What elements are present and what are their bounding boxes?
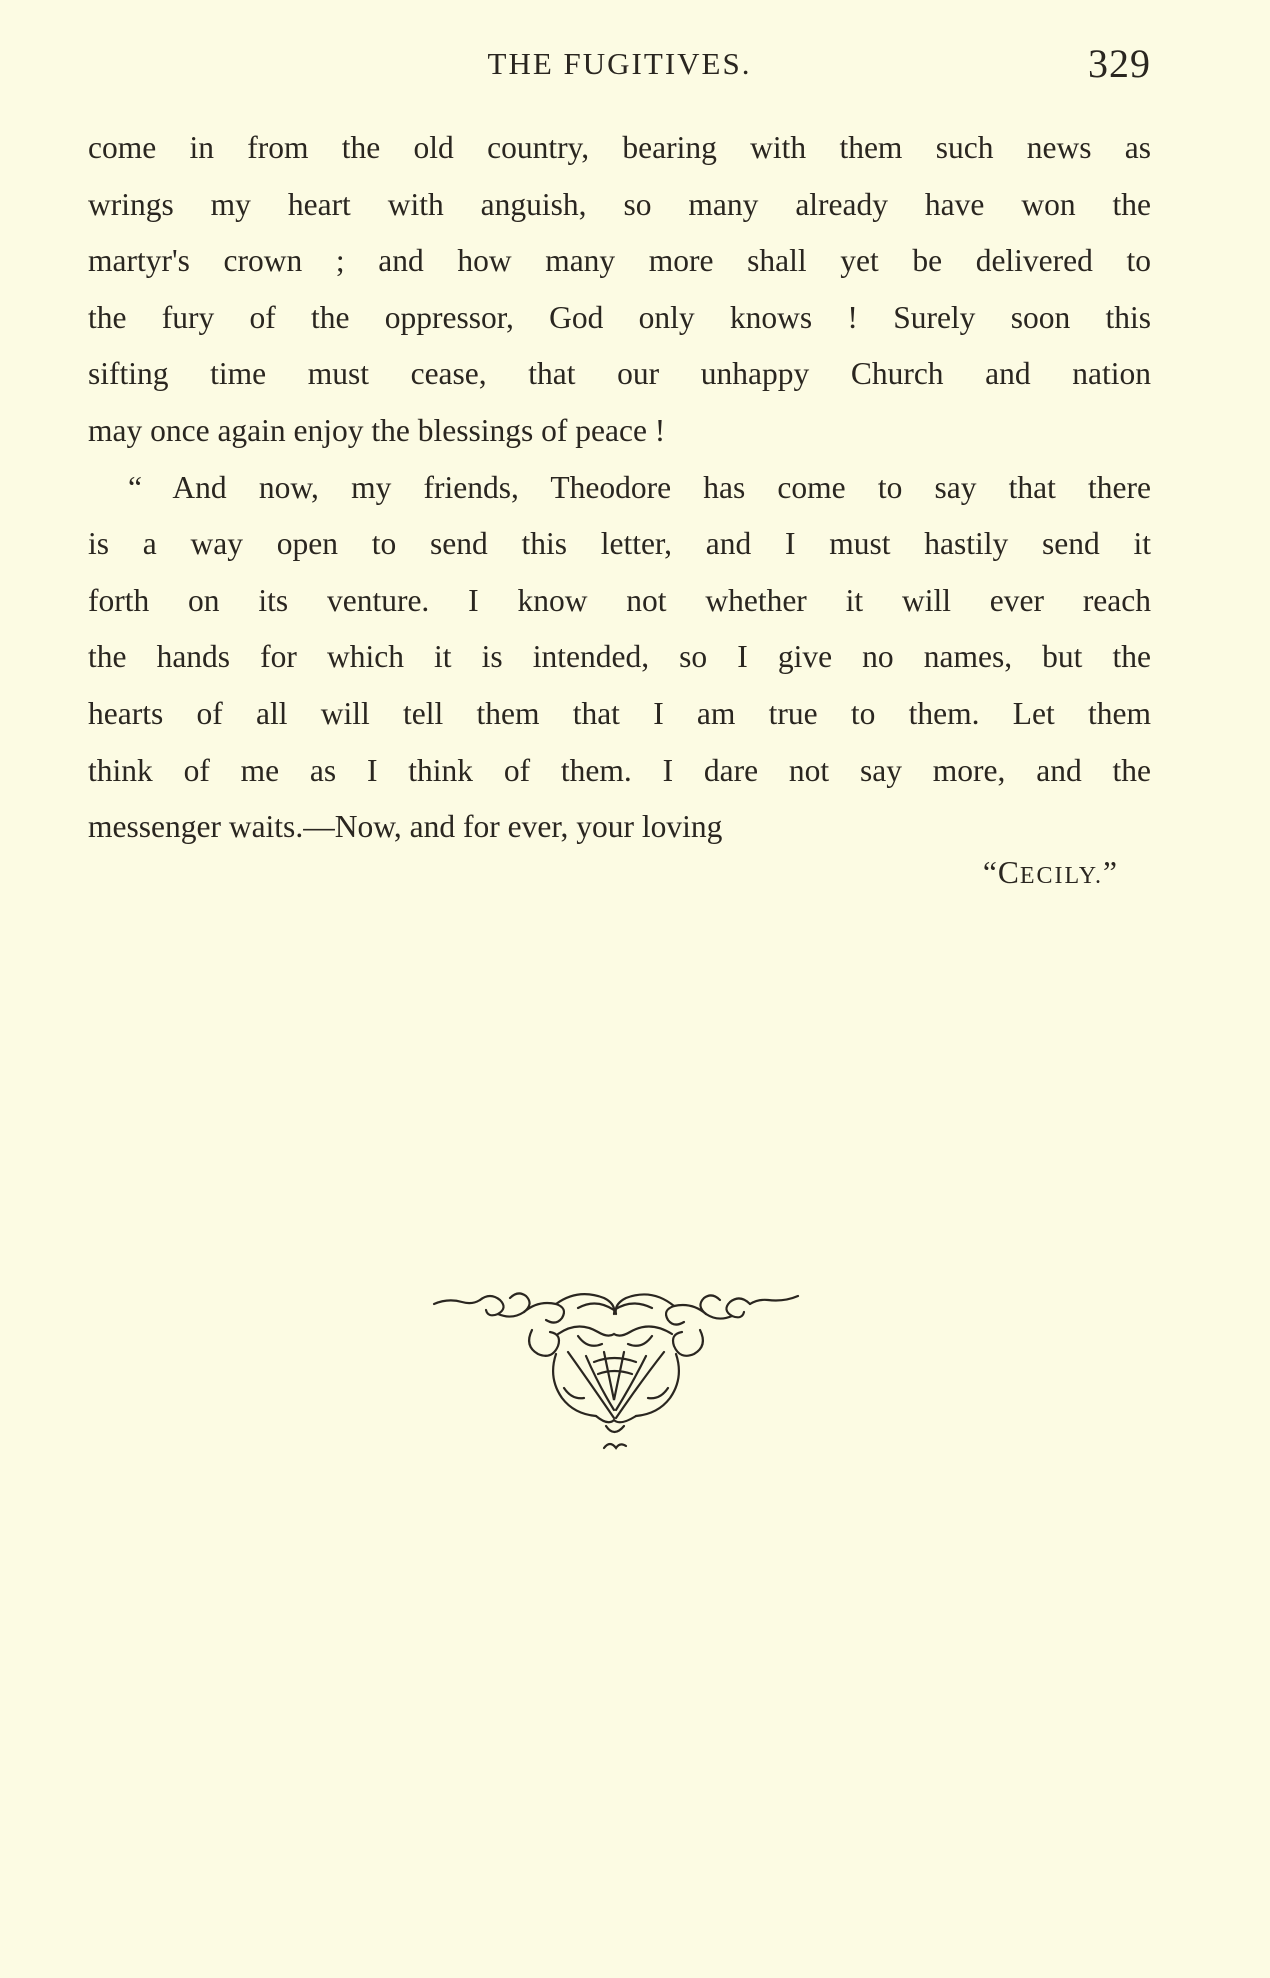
signature-close: ” — [1103, 855, 1118, 890]
text-line: hearts of all will tell them that I am true to them. Let them — [88, 695, 1151, 731]
page-number: 329 — [1088, 41, 1151, 86]
text-line: may once again enjoy the blessings of peace ! — [88, 412, 666, 448]
text-line: sifting time must cease, that our unhappy Church and nation — [88, 356, 1151, 392]
text-line: forth on its venture. I know not whether it will ever reach — [88, 582, 1151, 618]
text-line: come in from the old country, bearing with them such news as — [88, 130, 1151, 165]
running-head — [88, 40, 1151, 90]
signature-open: “C — [982, 855, 1020, 890]
text-line: the hands for which it is intended, so I give no names, but the — [88, 639, 1151, 675]
signature-rest: ECILY. — [1019, 863, 1104, 889]
running-title: THE FUGITIVES. — [487, 46, 752, 81]
text-line: think of me as I think of them. I dare not say more, and the — [88, 752, 1151, 788]
text-line: the fury of the oppressor, God only knows ! Surely soon this — [88, 299, 1151, 335]
text-line: messenger waits.—Now, and for ever, your loving — [88, 809, 723, 845]
text-line: “ And now, my friends, Theodore has come to say that there — [128, 469, 1151, 505]
letter-signature — [983, 855, 1118, 891]
text-line: is a way open to send this letter, and I must hastily send it — [88, 526, 1151, 562]
floral-tailpiece-icon — [428, 1290, 804, 1460]
text-line: martyr's crown ; and how many more shall yet be delivered to — [88, 243, 1151, 279]
body-text — [88, 120, 1151, 856]
text-line: wrings my heart with anguish, so many already have won the — [88, 186, 1151, 222]
